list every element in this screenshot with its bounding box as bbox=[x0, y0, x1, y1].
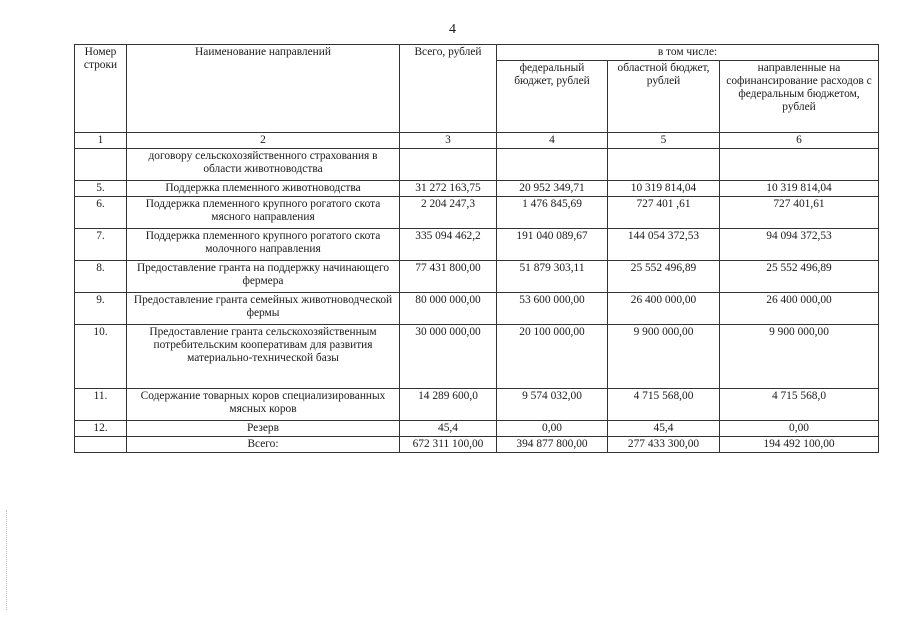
row-regional: 25 552 496,89 bbox=[608, 261, 720, 293]
row-regional: 727 401 ,61 bbox=[608, 197, 720, 229]
row-federal: 20 952 349,71 bbox=[497, 181, 608, 197]
row-name: Поддержка племенного животноводства bbox=[127, 181, 400, 197]
row-total: 14 289 600,0 bbox=[400, 389, 497, 421]
row-total: 80 000 000,00 bbox=[400, 293, 497, 325]
total-regional: 277 433 300,00 bbox=[608, 437, 720, 453]
total-federal: 394 877 800,00 bbox=[497, 437, 608, 453]
row-cofinancing: 0,00 bbox=[720, 421, 879, 437]
row-federal bbox=[497, 149, 608, 181]
row-regional: 4 715 568,00 bbox=[608, 389, 720, 421]
row-cofinancing: 9 900 000,00 bbox=[720, 325, 879, 389]
row-cofinancing: 94 094 372,53 bbox=[720, 229, 879, 261]
row-federal: 0,00 bbox=[497, 421, 608, 437]
row-total: 335 094 462,2 bbox=[400, 229, 497, 261]
budget-table bbox=[74, 44, 879, 453]
row-regional: 144 054 372,53 bbox=[608, 229, 720, 261]
row-federal: 191 040 089,67 bbox=[497, 229, 608, 261]
row-total bbox=[400, 149, 497, 181]
row-cofinancing: 10 319 814,04 bbox=[720, 181, 879, 197]
row-name: Поддержка племенного крупного рогатого скота молочного направления bbox=[127, 229, 400, 261]
row-number: 7. bbox=[75, 229, 127, 261]
row-number: 6. bbox=[75, 197, 127, 229]
column-number: 2 bbox=[127, 133, 400, 149]
row-federal: 53 600 000,00 bbox=[497, 293, 608, 325]
table-row bbox=[75, 149, 879, 181]
row-regional bbox=[608, 149, 720, 181]
column-numbers-row bbox=[75, 133, 879, 149]
row-cofinancing: 25 552 496,89 bbox=[720, 261, 879, 293]
table-row bbox=[75, 293, 879, 325]
row-name: Предоставление гранта семейных животноводческой фермы bbox=[127, 293, 400, 325]
table-row bbox=[75, 261, 879, 293]
row-name: Резерв bbox=[127, 421, 400, 437]
header-regional: областной бюджет, рублей bbox=[608, 61, 720, 133]
header-row-no: Номер строки bbox=[75, 45, 127, 133]
row-total: 45,4 bbox=[400, 421, 497, 437]
column-number: 4 bbox=[497, 133, 608, 149]
row-number: 8. bbox=[75, 261, 127, 293]
column-number: 3 bbox=[400, 133, 497, 149]
header-including: в том числе: bbox=[497, 45, 879, 61]
row-name: Поддержка племенного крупного рогатого скота мясного направления bbox=[127, 197, 400, 229]
row-federal: 51 879 303,11 bbox=[497, 261, 608, 293]
row-number: 12. bbox=[75, 421, 127, 437]
row-regional: 9 900 000,00 bbox=[608, 325, 720, 389]
scan-margin-mark bbox=[6, 510, 9, 610]
total-empty-cell bbox=[75, 437, 127, 453]
row-number bbox=[75, 149, 127, 181]
table-row bbox=[75, 197, 879, 229]
row-name: Содержание товарных коров специализированных мясных коров bbox=[127, 389, 400, 421]
row-number: 5. bbox=[75, 181, 127, 197]
column-number: 1 bbox=[75, 133, 127, 149]
row-total: 2 204 247,3 bbox=[400, 197, 497, 229]
row-federal: 20 100 000,00 bbox=[497, 325, 608, 389]
header-federal: федеральный бюджет, рублей bbox=[497, 61, 608, 133]
row-name: Предоставление гранта на поддержку начинающего фермера bbox=[127, 261, 400, 293]
row-total: 31 272 163,75 bbox=[400, 181, 497, 197]
header-name: Наименование направлений bbox=[127, 45, 400, 133]
header-total: Всего, рублей bbox=[400, 45, 497, 133]
row-federal: 9 574 032,00 bbox=[497, 389, 608, 421]
row-name: договору сельскохозяйственного страхования в области животноводства bbox=[127, 149, 400, 181]
total-label: Всего: bbox=[127, 437, 400, 453]
total-row bbox=[75, 437, 879, 453]
table-row bbox=[75, 325, 879, 389]
header-cofinancing: направленные на софинансирование расходов с федеральным бюджетом, рублей bbox=[720, 61, 879, 133]
row-regional: 45,4 bbox=[608, 421, 720, 437]
table-row bbox=[75, 389, 879, 421]
table-row bbox=[75, 181, 879, 197]
row-number: 10. bbox=[75, 325, 127, 389]
page-number: 4 bbox=[449, 22, 456, 37]
total-sum: 672 311 100,00 bbox=[400, 437, 497, 453]
column-number: 5 bbox=[608, 133, 720, 149]
row-cofinancing bbox=[720, 149, 879, 181]
row-federal: 1 476 845,69 bbox=[497, 197, 608, 229]
table-row bbox=[75, 229, 879, 261]
row-name: Предоставление гранта сельскохозяйственным потребительским кооперативам для развития материально-технической базы bbox=[127, 325, 400, 389]
table-row bbox=[75, 421, 879, 437]
column-number: 6 bbox=[720, 133, 879, 149]
row-total: 30 000 000,00 bbox=[400, 325, 497, 389]
header-row-top bbox=[75, 45, 879, 61]
row-cofinancing: 26 400 000,00 bbox=[720, 293, 879, 325]
row-cofinancing: 727 401,61 bbox=[720, 197, 879, 229]
row-cofinancing: 4 715 568,0 bbox=[720, 389, 879, 421]
total-cofinancing: 194 492 100,00 bbox=[720, 437, 879, 453]
row-number: 11. bbox=[75, 389, 127, 421]
row-regional: 26 400 000,00 bbox=[608, 293, 720, 325]
row-number: 9. bbox=[75, 293, 127, 325]
row-regional: 10 319 814,04 bbox=[608, 181, 720, 197]
row-total: 77 431 800,00 bbox=[400, 261, 497, 293]
